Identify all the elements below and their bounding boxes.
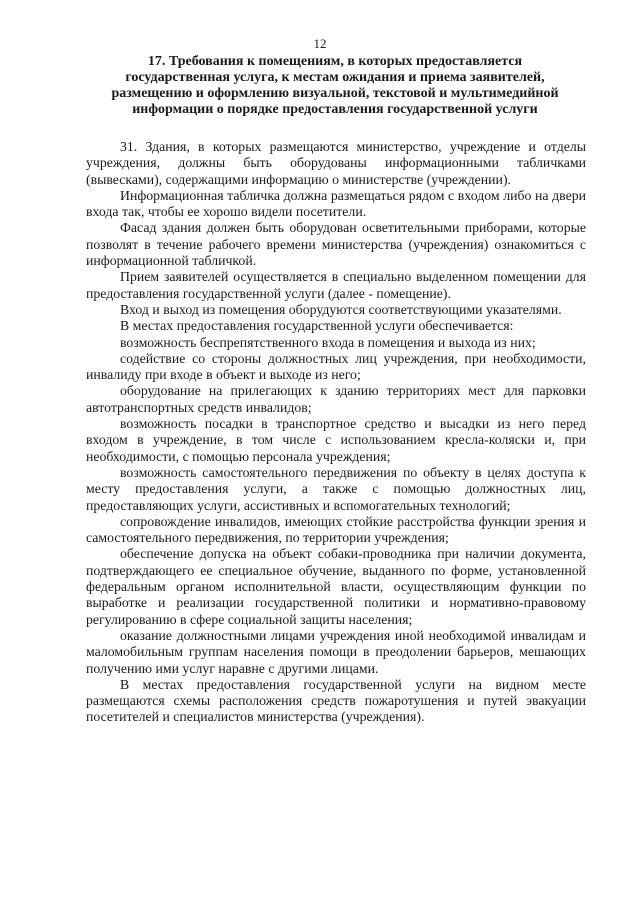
document-body <box>86 139 586 726</box>
paragraph-info-sign: Информационная табличка должна размещаться рядом с входом либо на двери входа так, чтобы ее хорошо видели посетители. <box>86 187 586 220</box>
list-item: возможность самостоятельного передвижения по объекту в целях доступа к месту предоставления услуги, а также с помощью должностных лиц, предоставляющих услуги, ассистивных и вспомогательных технологий; <box>86 464 586 513</box>
list-item: оказание должностными лицами учреждения иной необходимой инвалидам и маломобильным группам населения помощи в преодолении барьеров, мешающих получению ими услуг наравне с другими лицами. <box>86 627 586 676</box>
section-heading-line: информации о порядке предоставления государственной услуги <box>132 102 538 117</box>
paragraph-provision-intro: В местах предоставления государственной услуги обеспечивается: <box>120 318 514 334</box>
list-item: оборудование на прилегающих к зданию территориях мест для парковки автотранспортных средств инвалидов; <box>86 383 586 415</box>
list-item: содействие со стороны должностных лиц учреждения, при необходимости, инвалиду при входе в объект и выходе из него; <box>86 350 586 383</box>
list-item: возможность беспрепятственного входа в помещения и выхода из них; <box>120 334 536 350</box>
paragraph-evacuation-schemes: В местах предоставления государственной услуги на видном месте размещаются схемы расположения средств пожаротушения и путей эвакуации посетителей и специалистов министерства (учреждения). <box>86 676 586 725</box>
section-heading-line: размещению и оформлению визуальной, текстовой и мультимедийной <box>111 86 559 101</box>
section-heading-line: 17. Требования к помещениям, в которых предоставляется <box>147 54 523 69</box>
list-item: обеспечение допуска на объект собаки-проводника при наличии документа, подтверждающего ее специальное обучение, выданного по форме, установленной федеральным органом исполнительной власти, осуществляющим функции по выработке и реализации государственной политики и нормативно-правовому регулированию в сфере социальной защиты населения; <box>86 546 586 627</box>
paragraph-clause-31: 31. Здания, в которых размещаются министерство, учреждение и отделы учреждения, должны быть оборудованы информационными табличками (вывесками), содержащими информацию о министерстве (учреждении). <box>86 139 586 187</box>
paragraph-reception-room: Прием заявителей осуществляется в специально выделенном помещении для предоставления государственной услуги (далее - помещение). <box>86 269 586 301</box>
section-heading <box>90 54 580 118</box>
list-item: возможность посадки в транспортное средство и высадки из него перед входом в учреждение, в том числе с использованием кресла-коляски и, при необходимости, с помощью персонала учреждения; <box>86 416 586 464</box>
paragraph-entrance-signs: Вход и выход из помещения оборудуются соответствующими указателями. <box>120 301 562 317</box>
list-item: сопровождение инвалидов, имеющих стойкие расстройства функции зрения и самостоятельного передвижения, по территории учреждения; <box>86 513 586 546</box>
page-number: 12 <box>313 36 327 51</box>
paragraph-facade-lighting: Фасад здания должен быть оборудован осветительными приборами, которые позволят в течение рабочего времени министерства (учреждения) ознакомиться с информационной табличкой. <box>86 220 586 269</box>
section-heading-line: государственная услуга, к местам ожидания и приема заявителей, <box>125 70 545 85</box>
